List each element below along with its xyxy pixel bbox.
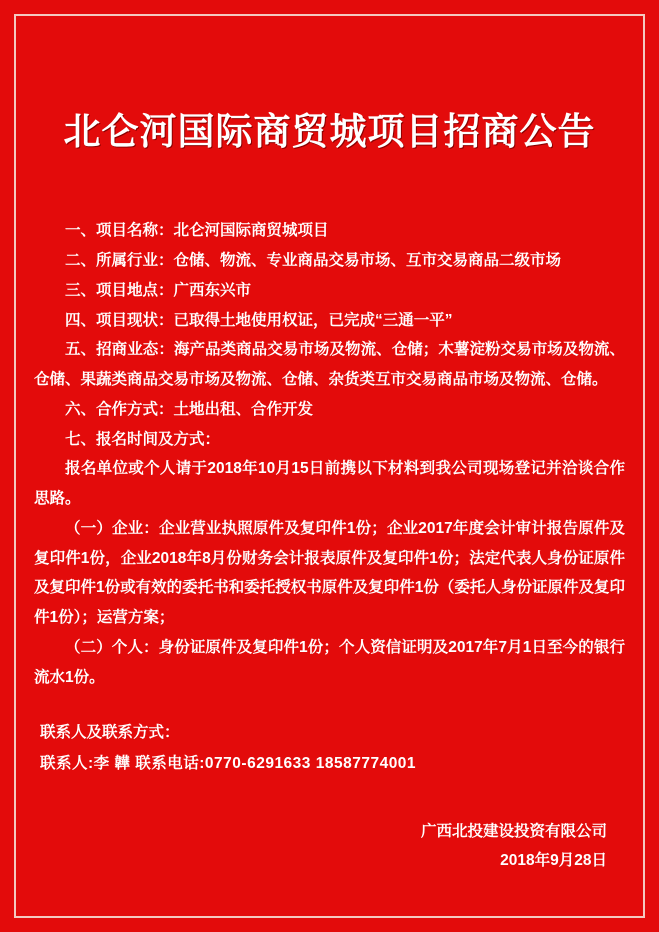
body-paragraph: 四、项目现状：已取得土地使用权证，已完成“三通一平” xyxy=(65,311,453,329)
body-paragraph: （二）个人：身份证原件及复印件1份；个人资信证明及2017年7月1日至今的银行流水1份。 xyxy=(34,638,625,686)
body-paragraph: （一）企业：企业营业执照原件及复印件1份；企业2017年度会计审计报告原件及复印件1份，企业2018年8月份财务会计报表原件及复印件1份；法定代表人身份证原件及复印件1份或有效的委托书和委托授权书原件及复印件1份（委托人身份证原件及复印件1份）；运营方案； xyxy=(34,519,625,627)
contact-details: 联系人:李 韡 联系电话:0770-6291633 18587774001 xyxy=(40,754,417,772)
announcement-body xyxy=(34,216,625,692)
contact-heading: 联系人及联系方式： xyxy=(40,724,180,742)
body-paragraph: 六、合作方式：土地出租、合作开发 xyxy=(65,400,314,418)
poster-content xyxy=(34,24,625,908)
body-paragraph: 二、所属行业：仓储、物流、专业商品交易市场、互市交易商品二级市场 xyxy=(65,252,562,270)
body-paragraph: 一、项目名称：北仑河国际商贸城项目 xyxy=(65,222,329,240)
signature-section xyxy=(34,817,625,876)
body-paragraph: 五、招商业态：海产品类商品交易市场及物流、仓储；木薯淀粉交易市场及物流、仓储、果蔬类商品交易市场及物流、仓储、杂货类互市交易商品市场及物流、仓储。 xyxy=(34,341,625,389)
signature-date: 2018年9月28日 xyxy=(500,852,607,870)
body-paragraph: 报名单位或个人请于2018年10月15日前携以下材料到我公司现场登记并洽谈合作思路。 xyxy=(34,460,625,508)
contact-section xyxy=(34,718,625,778)
page-title: 北仑河国际商贸城项目招商公告 xyxy=(63,111,596,152)
body-paragraph: 三、项目地点：广西东兴市 xyxy=(65,281,252,299)
signature-company: 广西北投建设投资有限公司 xyxy=(420,822,607,840)
body-paragraph: 七、报名时间及方式： xyxy=(65,430,221,448)
